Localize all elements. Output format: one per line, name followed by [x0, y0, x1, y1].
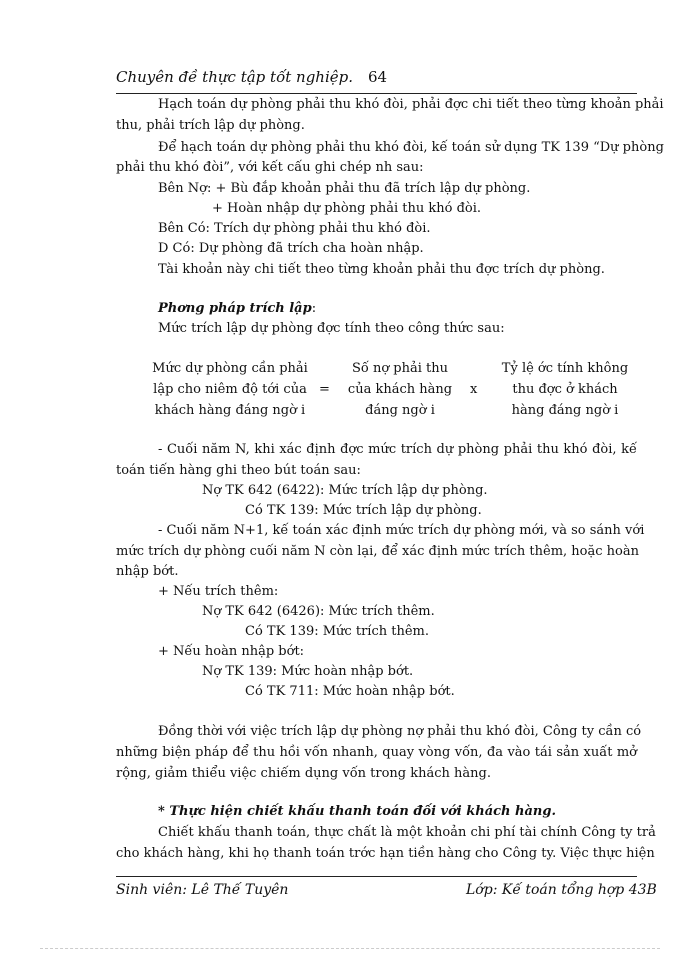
debit-line: Bên Nợ: + Bù đắp khoản phải thu đã trích lập dự phòng. — [158, 181, 531, 196]
paragraph-line: những biện pháp để thu hồi vốn nhanh, quay vòng vốn, đa vào tái sản xuất mở — [116, 745, 637, 760]
heading-colon: : — [311, 301, 317, 316]
detail-line: Tài khoản này chi tiết theo từng khoản phải thu đợc trích dự phòng. — [158, 262, 605, 277]
header-rule — [116, 93, 637, 94]
paragraph-line: - Cuối năm N, khi xác định đợc mức trích dự phòng phải thu khó đòi, kế — [158, 442, 637, 457]
entry-credit: Có TK 139: Mức trích thêm. — [245, 624, 429, 639]
page-break-line — [40, 948, 660, 949]
formula-right: thu đợc ở khách — [512, 382, 618, 397]
paragraph-line: rộng, giảm thiểu việc chiếm dụng vốn trong khách hàng. — [116, 766, 491, 781]
page-number: 64 — [368, 68, 388, 86]
formula-times: x — [470, 382, 478, 397]
formula-left: lập cho niêm độ tới của — [153, 382, 307, 397]
method-heading: Phơng pháp trích lập — [158, 301, 312, 316]
paragraph-line: toán tiến hàng ghi theo bút toán sau: — [116, 463, 361, 478]
formula-right: Tỷ lệ ớc tính không — [501, 361, 629, 376]
document-title: Chuyên đề thực tập tốt nghiệp. — [116, 68, 354, 86]
paragraph-line: Đồng thời với việc trích lập dự phòng nợ phải thu khó đòi, Công ty cần có — [158, 724, 642, 739]
paragraph-line: nhập bớt. — [116, 564, 179, 579]
student-name: Sinh viên: Lê Thế Tuyên — [116, 882, 289, 898]
paragraph-line: Để hạch toán dự phòng phải thu khó đòi, kế toán sử dụng TK 139 “Dự phòng — [158, 140, 664, 155]
formula-left: Mức dự phòng cần phải — [152, 361, 308, 376]
formula-left: khách hàng đáng ngờ i — [154, 403, 306, 418]
entry-credit: Có TK 711: Mức hoàn nhập bớt. — [245, 684, 455, 699]
entry-debit: Nợ TK 642 (6422): Mức trích lập dự phòng. — [202, 483, 488, 498]
case-line: + Nếu trích thêm: — [158, 584, 279, 599]
balance-line: D Có: Dự phòng đã trích cha hoàn nhập. — [158, 241, 424, 256]
class-name: Lớp: Kế toán tổng hợp 43B — [466, 882, 657, 898]
paragraph-line: Hạch toán dự phòng phải thu khó đòi, phải đợc chi tiết theo từng khoản phải — [158, 97, 664, 112]
footer-rule — [116, 876, 637, 877]
paragraph-line: - Cuối năm N+1, kế toán xác định mức trích dự phòng mới, và so sánh với — [158, 523, 645, 538]
paragraph-line: phải thu khó đòi”, với kết cấu ghi chép nh sau: — [116, 160, 424, 175]
debit-line: + Hoàn nhập dự phòng phải thu khó đòi. — [212, 201, 482, 216]
paragraph-line: Mức trích lập dự phòng đợc tính theo công thức sau: — [158, 321, 505, 336]
entry-credit: Có TK 139: Mức trích lập dự phòng. — [245, 503, 482, 518]
paragraph-line: Chiết khấu thanh toán, thực chất là một khoản chi phí tài chính Công ty trả — [158, 825, 656, 840]
formula-middle: đáng ngờ i — [365, 403, 435, 418]
paragraph-line: thu, phải trích lập dự phòng. — [116, 118, 305, 133]
paragraph-line: cho khách hàng, khi họ thanh toán trớc hạn tiền hàng cho Công ty. Việc thực hiện — [116, 846, 655, 861]
formula-middle: Số nợ phải thu — [351, 361, 449, 376]
case-line: + Nếu hoàn nhập bớt: — [158, 644, 305, 659]
section-heading — [158, 301, 316, 317]
section-heading: * Thực hiện chiết khấu thanh toán đối với khách hàng. — [158, 804, 556, 819]
formula-right: hàng đáng ngờ i — [511, 403, 619, 418]
entry-debit: Nợ TK 642 (6426): Mức trích thêm. — [202, 604, 435, 619]
formula-middle: của khách hàng — [347, 382, 453, 397]
formula-equals: = — [319, 382, 330, 397]
credit-line: Bên Có: Trích dự phòng phải thu khó đòi. — [158, 221, 431, 236]
paragraph-line: mức trích dự phòng cuối năm N còn lại, để xác định mức trích thêm, hoặc hoàn — [116, 544, 639, 559]
entry-debit: Nợ TK 139: Mức hoàn nhập bớt. — [202, 664, 414, 679]
